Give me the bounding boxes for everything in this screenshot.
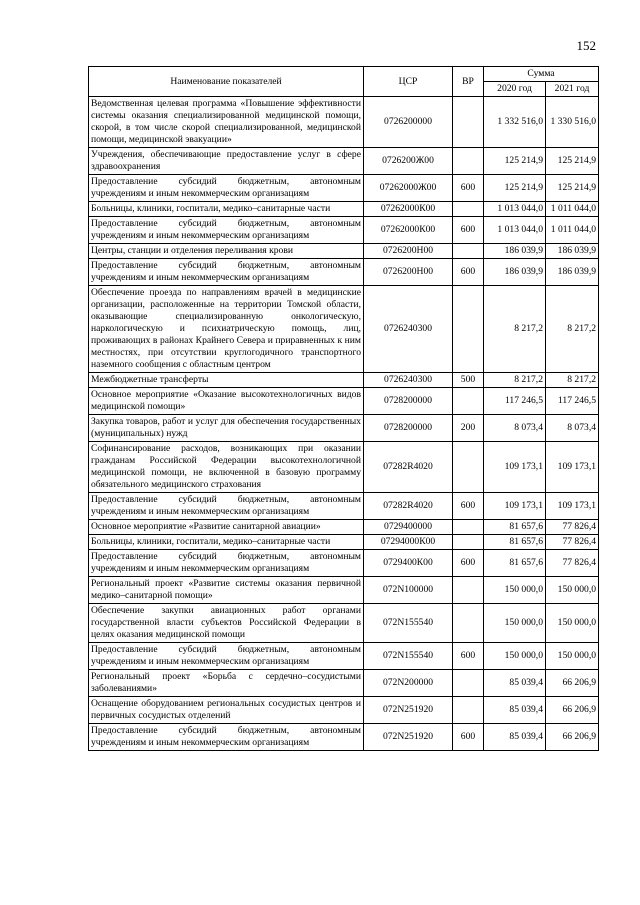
row-amount-2020-cell: 125 214,9 — [484, 175, 546, 202]
row-name-cell: Закупка товаров, работ и услуг для обеспечения государственных (муниципальных) нужд — [89, 415, 364, 442]
page-number: 152 — [576, 38, 596, 53]
row-csr-cell: 0726200000 — [364, 97, 453, 148]
row-amount-2021-cell: 125 214,9 — [546, 175, 599, 202]
row-amount-2021-cell: 186 039,9 — [546, 244, 599, 259]
row-amount-2020-cell: 109 173,1 — [484, 442, 546, 493]
table-row — [89, 535, 599, 550]
row-csr-cell: 07262000К00 — [364, 217, 453, 244]
row-name-cell: Оснащение оборудованием региональных сосудистых центров и первичных сосудистых отделений — [89, 697, 364, 724]
row-amount-2020-cell: 150 000,0 — [484, 604, 546, 643]
row-vr-cell: 600 — [453, 550, 484, 577]
row-vr-cell: 600 — [453, 217, 484, 244]
row-amount-2020-cell: 125 214,9 — [484, 148, 546, 175]
row-amount-2020-cell: 1 013 044,0 — [484, 202, 546, 217]
row-csr-cell: 07262000Ж00 — [364, 175, 453, 202]
row-vr-cell — [453, 520, 484, 535]
row-csr-cell: 07294000К00 — [364, 535, 453, 550]
row-vr-cell: 600 — [453, 724, 484, 751]
row-csr-cell: 07282R4020 — [364, 493, 453, 520]
row-name-cell: Предоставление субсидий бюджетным, автономным учреждениям и иным некоммерческим организациям — [89, 259, 364, 286]
row-amount-2020-cell: 150 000,0 — [484, 643, 546, 670]
table-row — [89, 259, 599, 286]
row-amount-2020-cell: 150 000,0 — [484, 577, 546, 604]
row-name-cell: Центры, станции и отделения переливания крови — [89, 244, 364, 259]
row-amount-2020-cell: 8 073,4 — [484, 415, 546, 442]
row-csr-cell: 0729400000 — [364, 520, 453, 535]
row-name-cell: Обеспечение закупки авиационных работ органами государственной власти субъектов Российской Федерации в целях оказания медицинской помощи — [89, 604, 364, 643]
row-vr-cell — [453, 697, 484, 724]
row-amount-2020-cell: 81 657,6 — [484, 550, 546, 577]
table-row — [89, 148, 599, 175]
row-amount-2020-cell: 1 013 044,0 — [484, 217, 546, 244]
row-amount-2021-cell: 77 826,4 — [546, 520, 599, 535]
table-row — [89, 643, 599, 670]
row-vr-cell: 600 — [453, 175, 484, 202]
row-vr-cell — [453, 388, 484, 415]
row-amount-2020-cell: 85 039,4 — [484, 724, 546, 751]
row-csr-cell: 0726200Ж00 — [364, 148, 453, 175]
row-name-cell: Предоставление субсидий бюджетным, автономным учреждениям и иным некоммерческим организациям — [89, 175, 364, 202]
row-name-cell: Ведомственная целевая программа «Повышение эффективности системы оказания специализированной медицинской помощи, скорой, в том числе скорой специализированной, медицинской помощи, медицинской эвакуации» — [89, 97, 364, 148]
row-vr-cell: 600 — [453, 643, 484, 670]
row-amount-2020-cell: 117 246,5 — [484, 388, 546, 415]
row-name-cell: Предоставление субсидий бюджетным, автономным учреждениям и иным некоммерческим организациям — [89, 643, 364, 670]
row-name-cell: Больницы, клиники, госпитали, медико–санитарные части — [89, 535, 364, 550]
row-csr-cell: 072N200000 — [364, 670, 453, 697]
row-vr-cell — [453, 202, 484, 217]
row-vr-cell — [453, 148, 484, 175]
row-amount-2021-cell: 66 206,9 — [546, 670, 599, 697]
row-name-cell: Основное мероприятие «Оказание высокотехнологичных видов медицинской помощи» — [89, 388, 364, 415]
row-amount-2021-cell: 150 000,0 — [546, 643, 599, 670]
row-name-cell: Региональный проект «Развитие системы оказания первичной медико–санитарной помощи» — [89, 577, 364, 604]
row-vr-cell: 500 — [453, 373, 484, 388]
header-sum: Сумма — [484, 67, 599, 82]
row-amount-2020-cell: 8 217,2 — [484, 373, 546, 388]
row-amount-2021-cell: 186 039,9 — [546, 259, 599, 286]
row-csr-cell: 072N251920 — [364, 697, 453, 724]
row-amount-2021-cell: 8 217,2 — [546, 373, 599, 388]
table-body — [89, 97, 599, 751]
table-row — [89, 493, 599, 520]
table-row — [89, 604, 599, 643]
row-csr-cell: 0726200Н00 — [364, 259, 453, 286]
row-csr-cell: 072N155540 — [364, 604, 453, 643]
row-csr-cell: 07262000К00 — [364, 202, 453, 217]
row-amount-2020-cell: 85 039,4 — [484, 697, 546, 724]
row-csr-cell: 072N251920 — [364, 724, 453, 751]
table-row — [89, 670, 599, 697]
table-row — [89, 217, 599, 244]
row-vr-cell: 200 — [453, 415, 484, 442]
header-year-2021: 2021 год — [546, 82, 599, 97]
table-row — [89, 550, 599, 577]
row-amount-2020-cell: 81 657,6 — [484, 535, 546, 550]
table-row — [89, 175, 599, 202]
table-row — [89, 724, 599, 751]
row-amount-2021-cell: 8 073,4 — [546, 415, 599, 442]
row-csr-cell: 0726240300 — [364, 286, 453, 373]
row-name-cell: Предоставление субсидий бюджетным, автономным учреждениям и иным некоммерческим организациям — [89, 550, 364, 577]
row-amount-2020-cell: 81 657,6 — [484, 520, 546, 535]
row-csr-cell: 072N100000 — [364, 577, 453, 604]
row-amount-2021-cell: 109 173,1 — [546, 442, 599, 493]
row-amount-2020-cell: 186 039,9 — [484, 259, 546, 286]
row-amount-2021-cell: 77 826,4 — [546, 535, 599, 550]
table-row — [89, 202, 599, 217]
budget-table — [88, 66, 599, 751]
row-amount-2020-cell: 109 173,1 — [484, 493, 546, 520]
row-csr-cell: 0726200Н00 — [364, 244, 453, 259]
row-vr-cell: 600 — [453, 493, 484, 520]
row-csr-cell: 072N155540 — [364, 643, 453, 670]
row-amount-2021-cell: 150 000,0 — [546, 577, 599, 604]
row-amount-2021-cell: 8 217,2 — [546, 286, 599, 373]
row-amount-2020-cell: 8 217,2 — [484, 286, 546, 373]
row-amount-2021-cell: 125 214,9 — [546, 148, 599, 175]
table-row — [89, 577, 599, 604]
table-row — [89, 286, 599, 373]
row-vr-cell — [453, 604, 484, 643]
row-name-cell: Софинансирование расходов, возникающих при оказании гражданам Российской Федерации высокотехнологичной медицинской помощи, не включенной в базовую программу обязательного медицинского страхования — [89, 442, 364, 493]
row-name-cell: Предоставление субсидий бюджетным, автономным учреждениям и иным некоммерческим организациям — [89, 217, 364, 244]
row-vr-cell — [453, 244, 484, 259]
row-name-cell: Больницы, клиники, госпитали, медико–санитарные части — [89, 202, 364, 217]
row-amount-2021-cell: 66 206,9 — [546, 697, 599, 724]
table-row — [89, 697, 599, 724]
row-csr-cell: 0728200000 — [364, 388, 453, 415]
row-name-cell: Основное мероприятие «Развитие санитарной авиации» — [89, 520, 364, 535]
row-amount-2020-cell: 186 039,9 — [484, 244, 546, 259]
row-csr-cell: 0728200000 — [364, 415, 453, 442]
table-row — [89, 373, 599, 388]
row-vr-cell — [453, 577, 484, 604]
row-amount-2020-cell: 85 039,4 — [484, 670, 546, 697]
row-amount-2021-cell: 1 011 044,0 — [546, 217, 599, 244]
header-vr: ВР — [453, 67, 484, 97]
row-csr-cell: 0729400К00 — [364, 550, 453, 577]
row-vr-cell — [453, 535, 484, 550]
row-name-cell: Обеспечение проезда по направлениям врачей в медицинские организации, расположенные на территории Томской области, оказывающие специализированную онкологическую, наркологическую и психиатрическую помощь, лиц, проживающих в районах Крайнего Севера и приравненных к ним местностях, при отсутствии круглогодичного транспортного наземного сообщения с областным центром — [89, 286, 364, 373]
row-vr-cell: 600 — [453, 259, 484, 286]
header-csr: ЦСР — [364, 67, 453, 97]
table-row — [89, 244, 599, 259]
row-csr-cell: 07282R4020 — [364, 442, 453, 493]
row-amount-2021-cell: 150 000,0 — [546, 604, 599, 643]
row-name-cell: Предоставление субсидий бюджетным, автономным учреждениям и иным некоммерческим организациям — [89, 493, 364, 520]
header-name: Наименование показателей — [89, 67, 364, 97]
row-vr-cell — [453, 286, 484, 373]
row-name-cell: Учреждения, обеспечивающие предоставление услуг в сфере здравоохранения — [89, 148, 364, 175]
row-vr-cell — [453, 97, 484, 148]
row-amount-2020-cell: 1 332 516,0 — [484, 97, 546, 148]
header-year-2020: 2020 год — [484, 82, 546, 97]
row-name-cell: Межбюджетные трансферты — [89, 373, 364, 388]
row-amount-2021-cell: 66 206,9 — [546, 724, 599, 751]
row-csr-cell: 0726240300 — [364, 373, 453, 388]
row-vr-cell — [453, 670, 484, 697]
row-amount-2021-cell: 1 330 516,0 — [546, 97, 599, 148]
row-amount-2021-cell: 109 173,1 — [546, 493, 599, 520]
table-row — [89, 97, 599, 148]
table-row — [89, 442, 599, 493]
row-name-cell: Предоставление субсидий бюджетным, автономным учреждениям и иным некоммерческим организациям — [89, 724, 364, 751]
table-row — [89, 388, 599, 415]
row-amount-2021-cell: 117 246,5 — [546, 388, 599, 415]
table-row — [89, 520, 599, 535]
row-amount-2021-cell: 1 011 044,0 — [546, 202, 599, 217]
table-row — [89, 415, 599, 442]
row-amount-2021-cell: 77 826,4 — [546, 550, 599, 577]
row-name-cell: Региональный проект «Борьба с сердечно–сосудистыми заболеваниями» — [89, 670, 364, 697]
row-vr-cell — [453, 442, 484, 493]
